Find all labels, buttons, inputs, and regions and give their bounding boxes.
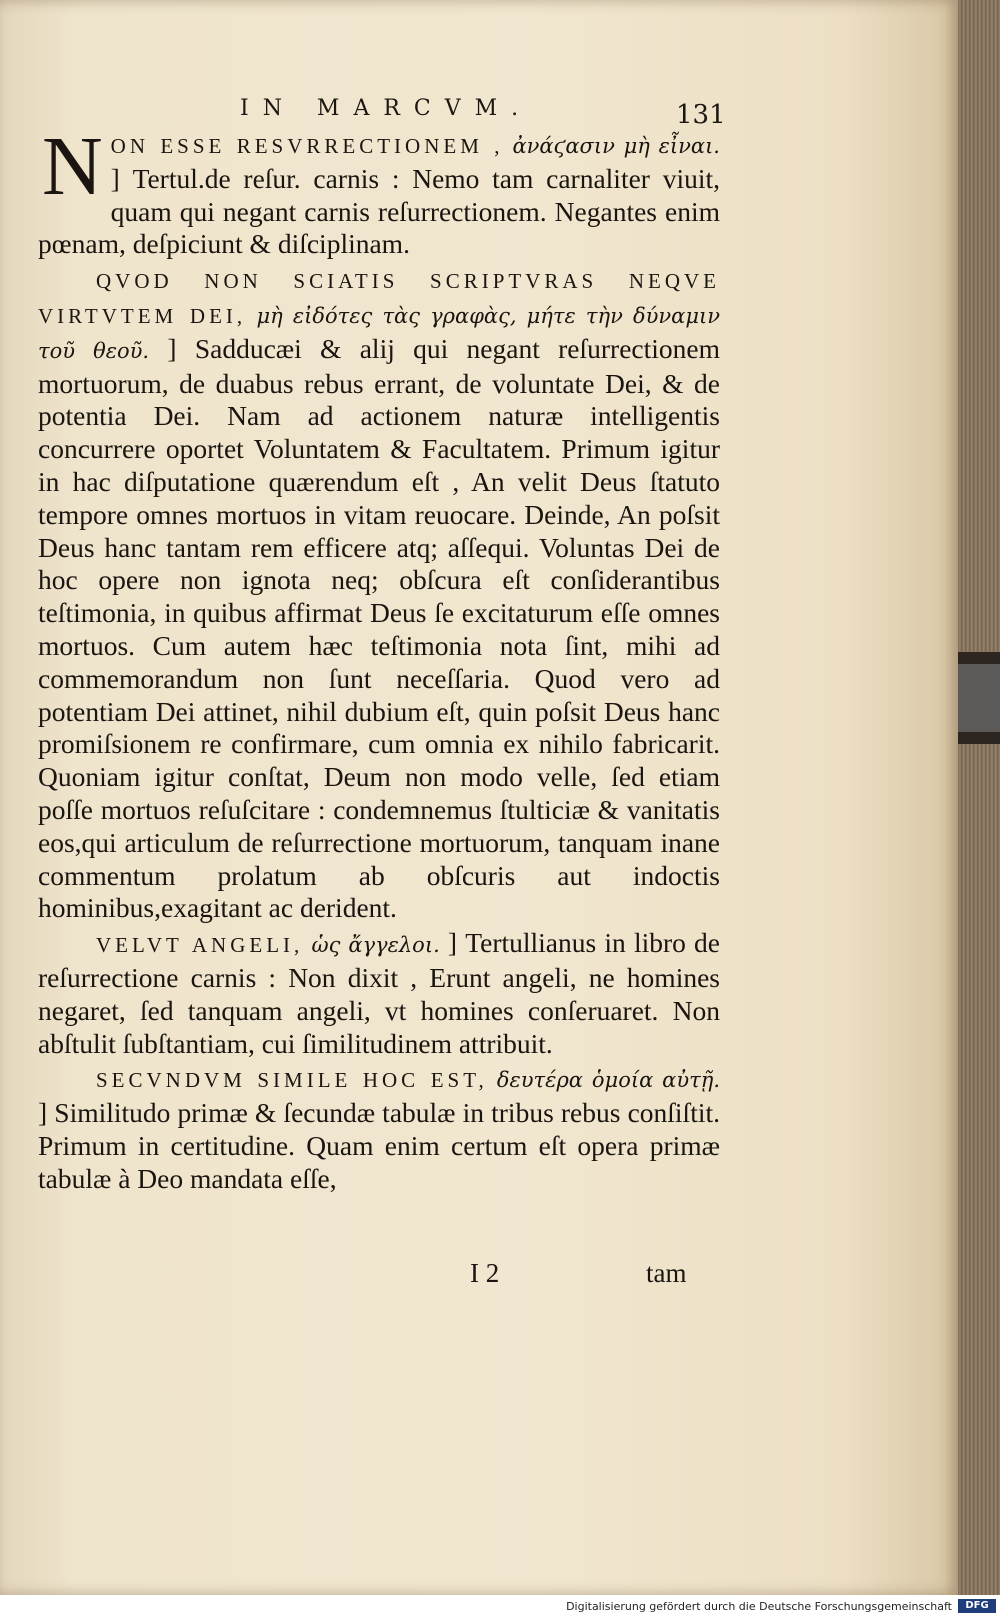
commentary-text: ] Tertul.de reſur. carnis : Nemo tam carnaliter viuit, quam qui negant carnis reſurrectionem. Negantes enim pœnam, deſpiciunt & diſciplinam. xyxy=(38,162,720,260)
page-edge xyxy=(958,0,1000,1595)
greek-text: μὴ εἰδότες τὰς γραφὰς, μήτε τὴν δύναμιν τοῦ θεοῦ. xyxy=(38,303,721,363)
lemma: QVOD NON SCIATIS SCRIPTVRAS NEQVE VIRTVTEM DEI, xyxy=(38,269,720,328)
paragraph-4 xyxy=(38,1062,720,1195)
greek-text: ὡς ἄγγελοι. xyxy=(311,933,440,958)
running-head: IN MARCVM. xyxy=(240,96,533,121)
lemma: VELVT ANGELI, xyxy=(96,933,304,958)
paragraph-2 xyxy=(38,263,720,925)
lemma: SECVNDVM SIMILE HOC EST, xyxy=(96,1068,488,1093)
paragraph-1 xyxy=(38,120,720,261)
body-text xyxy=(38,120,721,1198)
commentary-text: ] Tertullianus in libro de reſurrectione carnis : Non dixit , Erunt angeli, ne homines negaret, ſed tanquam angeli, vt homines conſeruaret. Non abſtulit ſubſtantiam, cui ſimilitudinem attribuit. xyxy=(38,927,721,1059)
page-number: 131 xyxy=(676,100,726,130)
commentary-text: ] Sadducæi & alij qui negant reſurrectionem mortuorum, de duabus rebus errant, de voluntate Dei, & de potentia Dei. Nam ad actionem naturæ intelligentis concurrere oportet Voluntatem & Facultatem. Primum igitur in hac diſputatione quærendum eſt , An velit Deus ſtatuto tempore omnes mortuos in vitam reuocare. Deinde, An poſsit Deus hanc tantam rem efficere atq; aſſequi. Voluntas Dei de hoc opere non ignota neq; obſcura eſt conſiderantibus teſtimonia, in quibus affirmat Deus ſe excitaturum eſſe omnes mortuos. Cum autem hæc teſtimonia nota ſint, mihi ad commemorandum non ſunt neceſſaria. Quod vero ad potentiam Dei attinet, nihil dubium eſt, quin poſsit Deus hanc promiſsionem re confirmare, cum omnia ex nihilo fabricarit. Quoniam igitur conſtat, Deum non modo velle, ſed etiam poſſe mortuos reſuſcitare : condemnemus ſtulticiæ & vanitatis eos,qui articulum de reſurrectione mortuorum, tanquam inane commentum prolatum ab obſcuris aut indoctis hominibus,exagitant ac derident. xyxy=(38,332,720,924)
funding-credit: Digitalisierung gefördert durch die Deutsche Forschungsgemeinschaft xyxy=(566,1600,952,1613)
book-clasp-metal xyxy=(952,664,1000,732)
lemma: ON ESSE RESVRRECTIONEM , xyxy=(110,134,504,158)
signature-mark: I 2 xyxy=(470,1258,500,1288)
catchword: tam xyxy=(646,1258,687,1288)
dfg-logo: DFG xyxy=(958,1599,996,1613)
commentary-text: ] Similitudo primæ & ſecundæ tabulæ in tribus rebus conſiſtit. Primum in certitudine. Quam enim certum eſt opera primæ tabulæ à Deo mandata eſſe, xyxy=(38,1097,720,1194)
drop-cap: N xyxy=(42,120,103,213)
paragraph-3 xyxy=(38,927,720,1060)
greek-text: ἀνάϛασιν μὴ εἶναι. xyxy=(512,134,720,158)
greek-text: δευτέρα ὁμοία αὐτῇ. xyxy=(496,1068,720,1093)
